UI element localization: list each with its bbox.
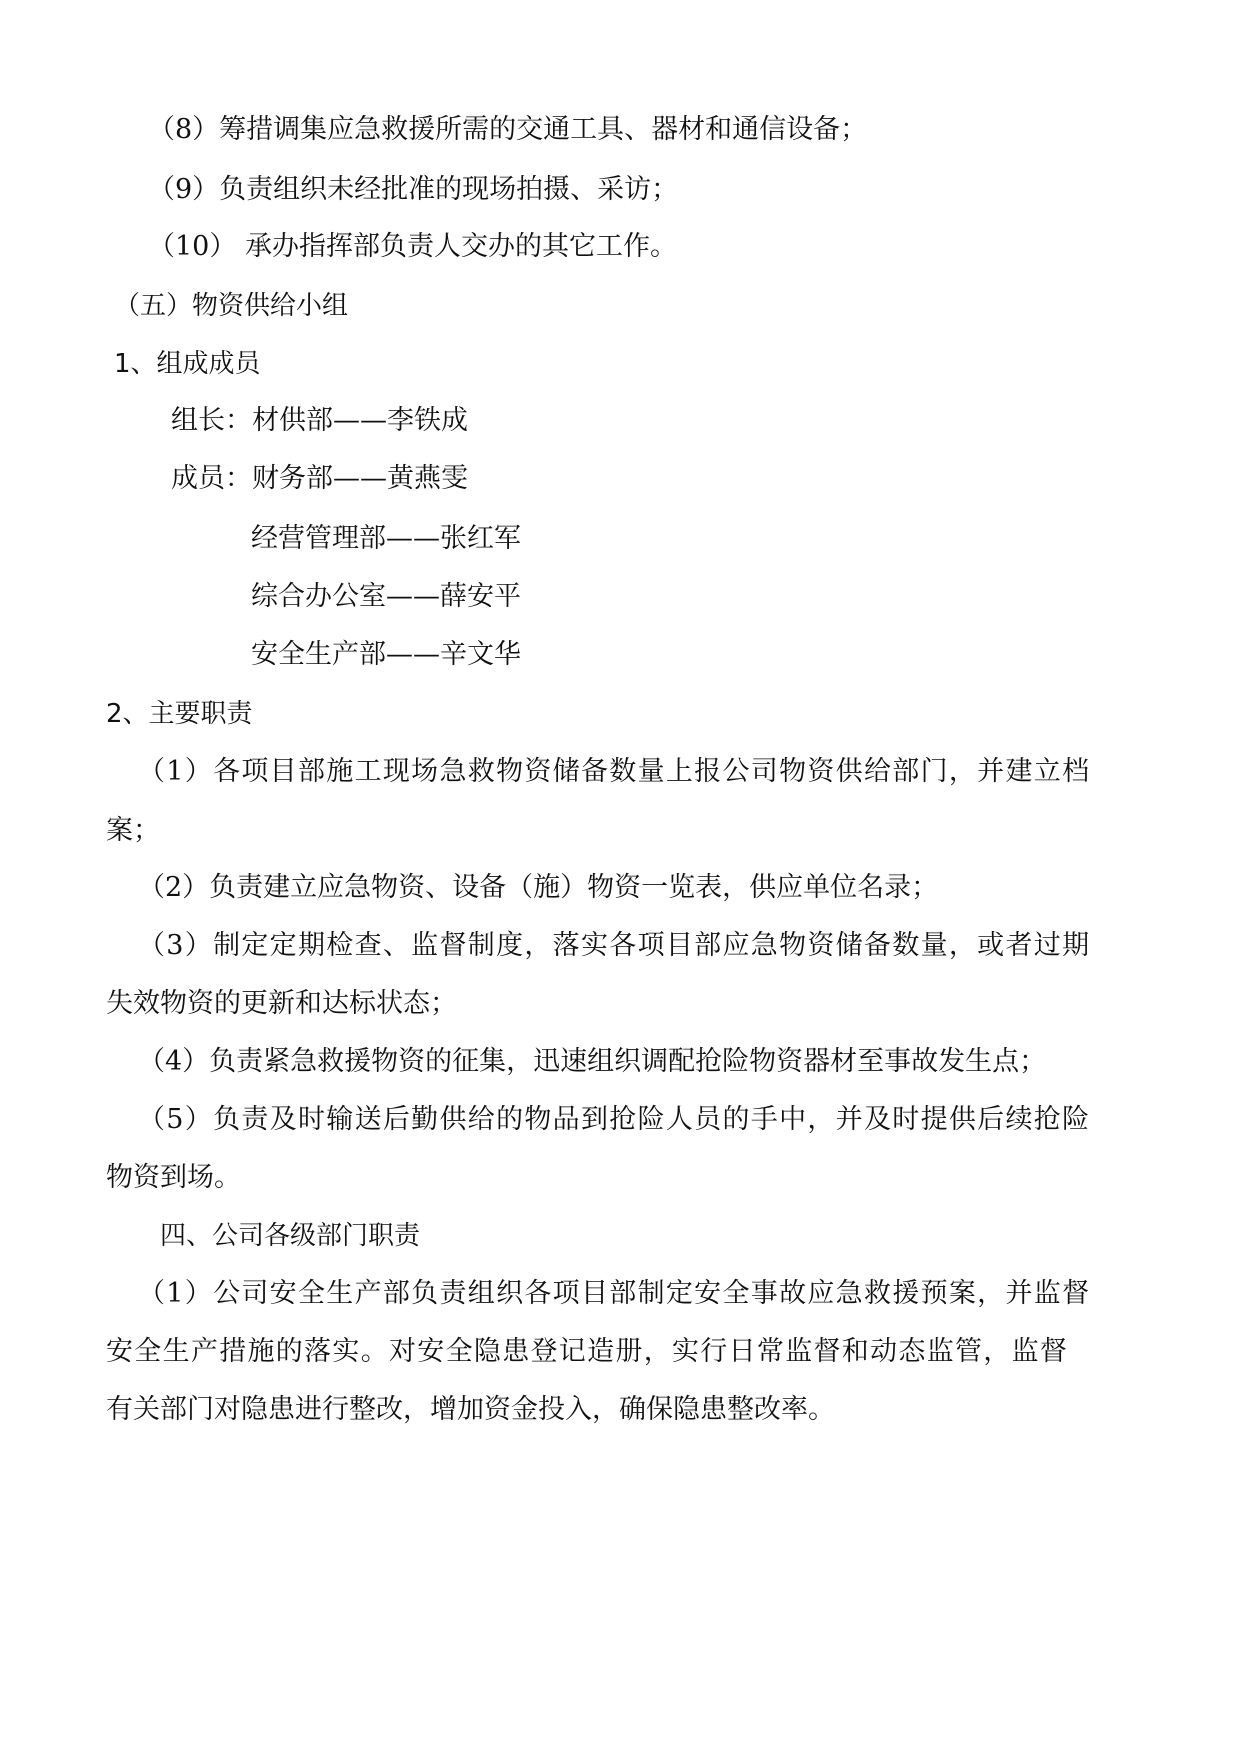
group-leader: 组长：材供部——李铁成 <box>171 405 468 436</box>
duties-heading: 2、主要职责 <box>106 699 253 729</box>
member-line: 安全生产部——辛文华 <box>251 639 521 670</box>
duty-1-line-2: 案； <box>106 815 160 846</box>
duty-5-line-1: （5）负责及时输送后勤供给的物品到抢险人员的手中，并及时提供后续抢险 <box>138 1104 1091 1135</box>
section-4-item-1-line-3: 有关部门对隐患进行整改，增加资金投入，确保隐患整改率。 <box>106 1394 835 1425</box>
duty-3-line-2: 失效物资的更新和达标状态； <box>106 988 457 1019</box>
list-item-9: （9）负责组织未经批准的现场拍摄、采访； <box>148 174 679 205</box>
duty-4: （4）负责紧急救援物资的征集，迅速组织调配抢险物资器材至事故发生点； <box>138 1046 1047 1077</box>
duty-2: （2）负责建立应急物资、设备（施）物资一览表，供应单位名录； <box>138 872 939 903</box>
section-4-item-1-line-1: （1）公司安全生产部负责组织各项目部制定安全事故应急救援预案，并监督 <box>138 1278 1091 1309</box>
duty-3-line-1: （3）制定定期检查、监督制度，落实各项目部应急物资储备数量，或者过期 <box>138 930 1091 961</box>
member-line: 成员：财务部——黄燕雯 <box>171 463 468 494</box>
list-item-10: （10） 承办指挥部负责人交办的其它工作。 <box>148 231 677 262</box>
list-item-8: （8）筹措调集应急救援所需的交通工具、器材和通信设备； <box>148 114 868 145</box>
member-line: 经营管理部——张红军 <box>251 523 521 554</box>
members-heading: 1、组成成员 <box>114 349 261 379</box>
duty-5-line-2: 物资到场。 <box>106 1162 241 1193</box>
section-4-title: 四、公司各级部门职责 <box>160 1221 421 1251</box>
section-5-title: （五）物资供给小组 <box>114 291 349 321</box>
duty-1-line-1: （1）各项目部施工现场急救物资储备数量上报公司物资供给部门，并建立档 <box>138 756 1091 787</box>
member-line: 综合办公室——薛安平 <box>251 581 521 612</box>
section-4-item-1-line-2: 安全生产措施的落实。对安全隐患登记造册，实行日常监督和动态监管，监督 <box>106 1336 1069 1367</box>
